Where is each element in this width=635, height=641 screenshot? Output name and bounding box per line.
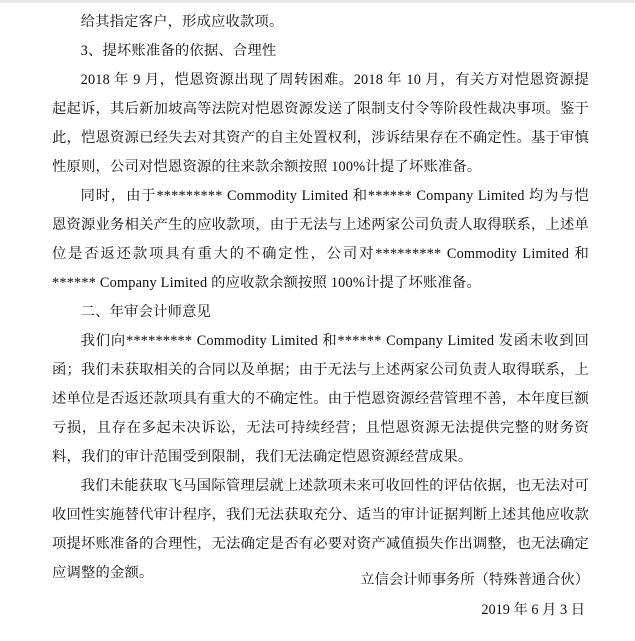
document-body: [52, 8, 589, 588]
paragraph-continuation: 给其指定客户，形成应收款项。: [80, 14, 284, 30]
heading-bad-debt-basis: 3、提坏账准备的依据、合理性: [80, 43, 277, 59]
heading-auditor-opinion: 二、年审会计师意见: [80, 304, 212, 320]
paragraph-bad-debt-2: 同时，由于********* Commodity Limited 和****** Company Limited 均为与恺恩资源业务相关产生的应收款项，由于无法与上述两家公司负责人取得联系，上述单位是否返还款项具有重大的不确定性，公司对********* Commodity Limited 和****** Company Limited 的应收款余额按照 100%计提了坏账准备。: [52, 188, 589, 291]
paragraph-auditor-1: 我们向********* Commodity Limited 和****** Company Limited 发函未收到回函；我们未获取相关的合同以及单据；由于无法与上述两家公司负责人取得联系，上述单位是否返还款项具有重大的不确定性。由于恺恩资源经营管理不善，本年度巨额亏损，且存在多起未决诉讼，无法可持续经营；且恺恩资源无法提供完整的财务资料，我们的审计范围受到限制，我们无法确定恺恩资源经营成果。: [52, 333, 589, 465]
paragraph-bad-debt-1: 2018 年 9 月，恺恩资源出现了周转困难。2018 年 10 月，有关方对恺恩资源提起起诉，其后新加坡高等法院对恺恩资源发送了限制支付令等阶段性裁决事项。鉴于此，恺恩资源已经失去对其资产的自主处置权利，涉诉结果存在不确定性。基于审慎性原则，公司对恺恩资源的往来款余额按照 100%计提了坏账准备。: [52, 72, 589, 175]
page-top-rule: [0, 0, 635, 3]
signature-date: 2019 年 6 月 3 日: [481, 602, 585, 618]
signature-firm-name: 立信会计师事务所（特殊普通合伙）: [360, 572, 589, 588]
paragraph-auditor-2: 我们未能获取飞马国际管理层就上述款项未来可收回性的评估依据，也无法对可收回性实施替代审计程序，我们无法获取充分、适当的审计证据判断上述其他应收款项提坏账准备的合理性，无法确定是否有必要对资产减值损失作出调整，也无法确定应调整的金额。: [52, 478, 589, 581]
signature-block: [360, 565, 589, 625]
